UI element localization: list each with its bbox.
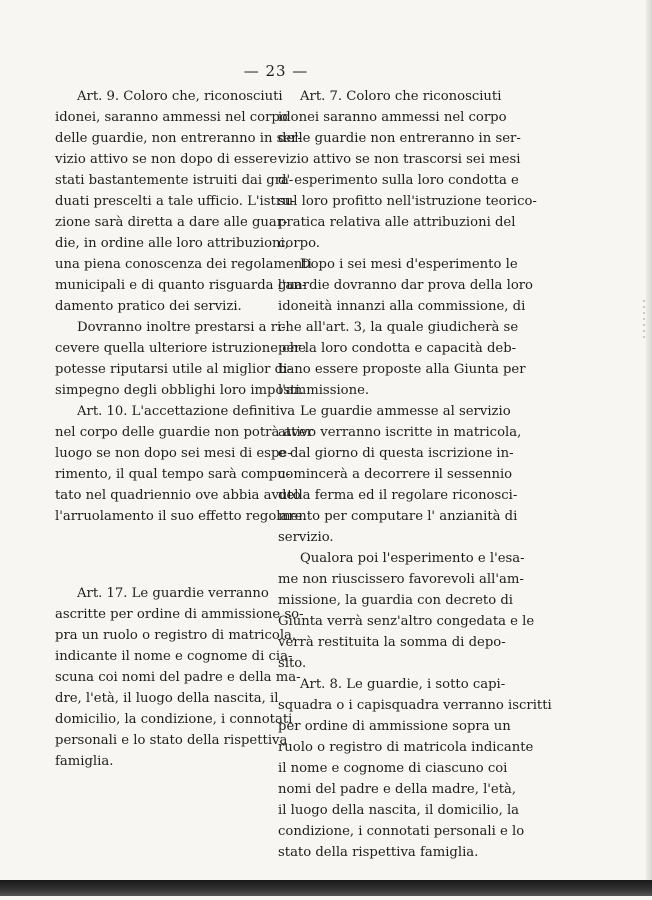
text-line: il luogo della nascita, il domicilio, la	[278, 803, 520, 818]
left-column-top	[55, 86, 313, 527]
text-line: potesse riputarsi utile al miglior di-	[55, 362, 292, 377]
text-line: sito.	[278, 656, 307, 671]
text-line: famiglia.	[55, 754, 114, 769]
right-column	[278, 86, 552, 863]
text-line: municipali e di quanto risguarda l'an-	[55, 278, 307, 293]
text-line: una piena conoscenza dei regolamenti	[55, 257, 312, 272]
paragraph-art8	[278, 674, 552, 863]
text-line: stati bastantemente istruiti dai gra-	[55, 173, 294, 188]
paragraph-art7-cont3	[278, 548, 535, 674]
text-line: corpo.	[278, 236, 320, 251]
text-line: idoneità innanzi alla commissione, di	[278, 299, 526, 314]
text-line: squadra o i capisquadra verranno iscritti	[278, 698, 552, 713]
text-line: tato nel quadriennio ove abbia avuto	[55, 488, 301, 503]
text-line: vizio attivo se non dopo di essere	[55, 152, 278, 167]
text-line: Dopo i sei mesi d'esperimento le	[300, 257, 518, 272]
text-line: delle guardie, non entreranno in ser-	[55, 131, 302, 146]
text-line: damento pratico dei servizi.	[55, 299, 242, 314]
text-line: bano essere proposte alla Giunta per	[278, 362, 526, 377]
text-line: Qualora poi l'esperimento e l'esa-	[300, 551, 525, 566]
paragraph-art9-cont	[55, 317, 306, 401]
bottom-scan-border	[0, 880, 652, 896]
page-edge-shadow	[646, 0, 652, 880]
text-line: rimento, il qual tempo sarà compu-	[55, 467, 291, 482]
text-line: nomi del padre e della madre, l'età,	[278, 782, 517, 797]
text-line: d' esperimento sulla loro condotta e	[278, 173, 519, 188]
text-line: per ordine di ammissione sopra un	[278, 719, 511, 734]
text-line: delle guardie non entreranno in ser-	[278, 131, 521, 146]
text-line: ascritte per ordine di ammissione so-	[55, 607, 304, 622]
text-line: Giunta verrà senz'altro congedata e le	[278, 614, 535, 629]
text-line: l'arruolamento il suo effetto regolare.	[55, 509, 307, 524]
page-number: — 23 —	[243, 62, 309, 80]
paragraph-art7-cont1	[278, 254, 533, 401]
text-line: pratica relativa alle attribuzioni del	[278, 215, 516, 230]
text-line: attivo verranno iscritte in matricola,	[278, 425, 522, 440]
paragraph-art10	[55, 401, 313, 527]
text-line: die, in ordine alle loro attribuzioni,	[55, 236, 289, 251]
text-line: l'ammissione.	[278, 383, 370, 398]
paragraph-art7	[278, 86, 537, 254]
text-line: il nome e cognome di ciascuno coi	[278, 761, 508, 776]
text-line: servizio.	[278, 530, 334, 545]
text-line: scuna coi nomi del padre e della ma-	[55, 670, 301, 685]
text-line: e dal giorno di questa iscrizione in-	[278, 446, 514, 461]
paragraph-art7-cont2	[278, 401, 522, 548]
text-line: indicante il nome e cognome di cia-	[55, 649, 293, 664]
text-line: ruolo o registro di matricola indicante	[278, 740, 534, 755]
text-line: duati prescelti a tale ufficio. L'istru-	[55, 194, 296, 209]
text-line: luogo se non dopo sei mesi di espe-	[55, 446, 292, 461]
text-line: condizione, i connotati personali e lo	[278, 824, 525, 839]
text-line: per la loro condotta e capacità deb-	[278, 341, 517, 356]
text-line: missione, la guardia con decreto di	[278, 593, 514, 608]
text-line: comincerà a decorrere il sessennio	[278, 467, 513, 482]
text-line: che all'art. 3, la quale giudicherà se	[278, 320, 519, 335]
text-line: verrà restituita la somma di depo-	[278, 635, 506, 650]
text-line: Art. 10. L'accettazione definitiva	[77, 404, 296, 419]
text-line: Art. 17. Le guardie verranno	[77, 586, 269, 601]
text-line: personali e lo stato della rispettiva	[55, 733, 288, 748]
paragraph-art9	[55, 86, 312, 317]
text-line: pra un ruolo o registro di matricola,	[55, 628, 297, 643]
text-line: della ferma ed il regolare riconosci-	[278, 488, 518, 503]
edge-marks	[643, 300, 645, 340]
text-line: sul loro profitto nell'istruzione teorico-	[278, 194, 537, 209]
text-line: Art. 9. Coloro che, riconosciuti	[77, 89, 283, 104]
text-line: cevere quella ulteriore istruzione che	[55, 341, 306, 356]
text-line: Le guardie ammesse al servizio	[300, 404, 511, 419]
text-line: vizio attivo se non trascorsi sei mesi	[278, 152, 521, 167]
text-line: Art. 8. Le guardie, i sotto capi-	[300, 677, 506, 692]
text-line: idonei, saranno ammessi nel corpo	[55, 110, 288, 125]
text-line: zione sarà diretta a dare alle guar-	[55, 215, 288, 230]
text-line: mento per computare l' anzianità di	[278, 509, 518, 524]
text-line: guardie dovranno dar prova della loro	[278, 278, 533, 293]
text-line: simpegno degli obblighi loro imposti.	[55, 383, 304, 398]
text-line: stato della rispettiva famiglia.	[278, 845, 479, 860]
text-line: Art. 7. Coloro che riconosciuti	[300, 89, 502, 104]
text-line: me non riuscissero favorevoli all'am-	[278, 572, 524, 587]
text-line: dre, l'età, il luogo della nascita, il	[55, 691, 279, 706]
text-line: domicilio, la condizione, i connotati	[55, 712, 293, 727]
text-line: idonei saranno ammessi nel corpo	[278, 110, 507, 125]
text-line: nel corpo delle guardie non potrà aver	[55, 425, 313, 440]
text-line: Dovranno inoltre prestarsi a ri-	[77, 320, 286, 335]
